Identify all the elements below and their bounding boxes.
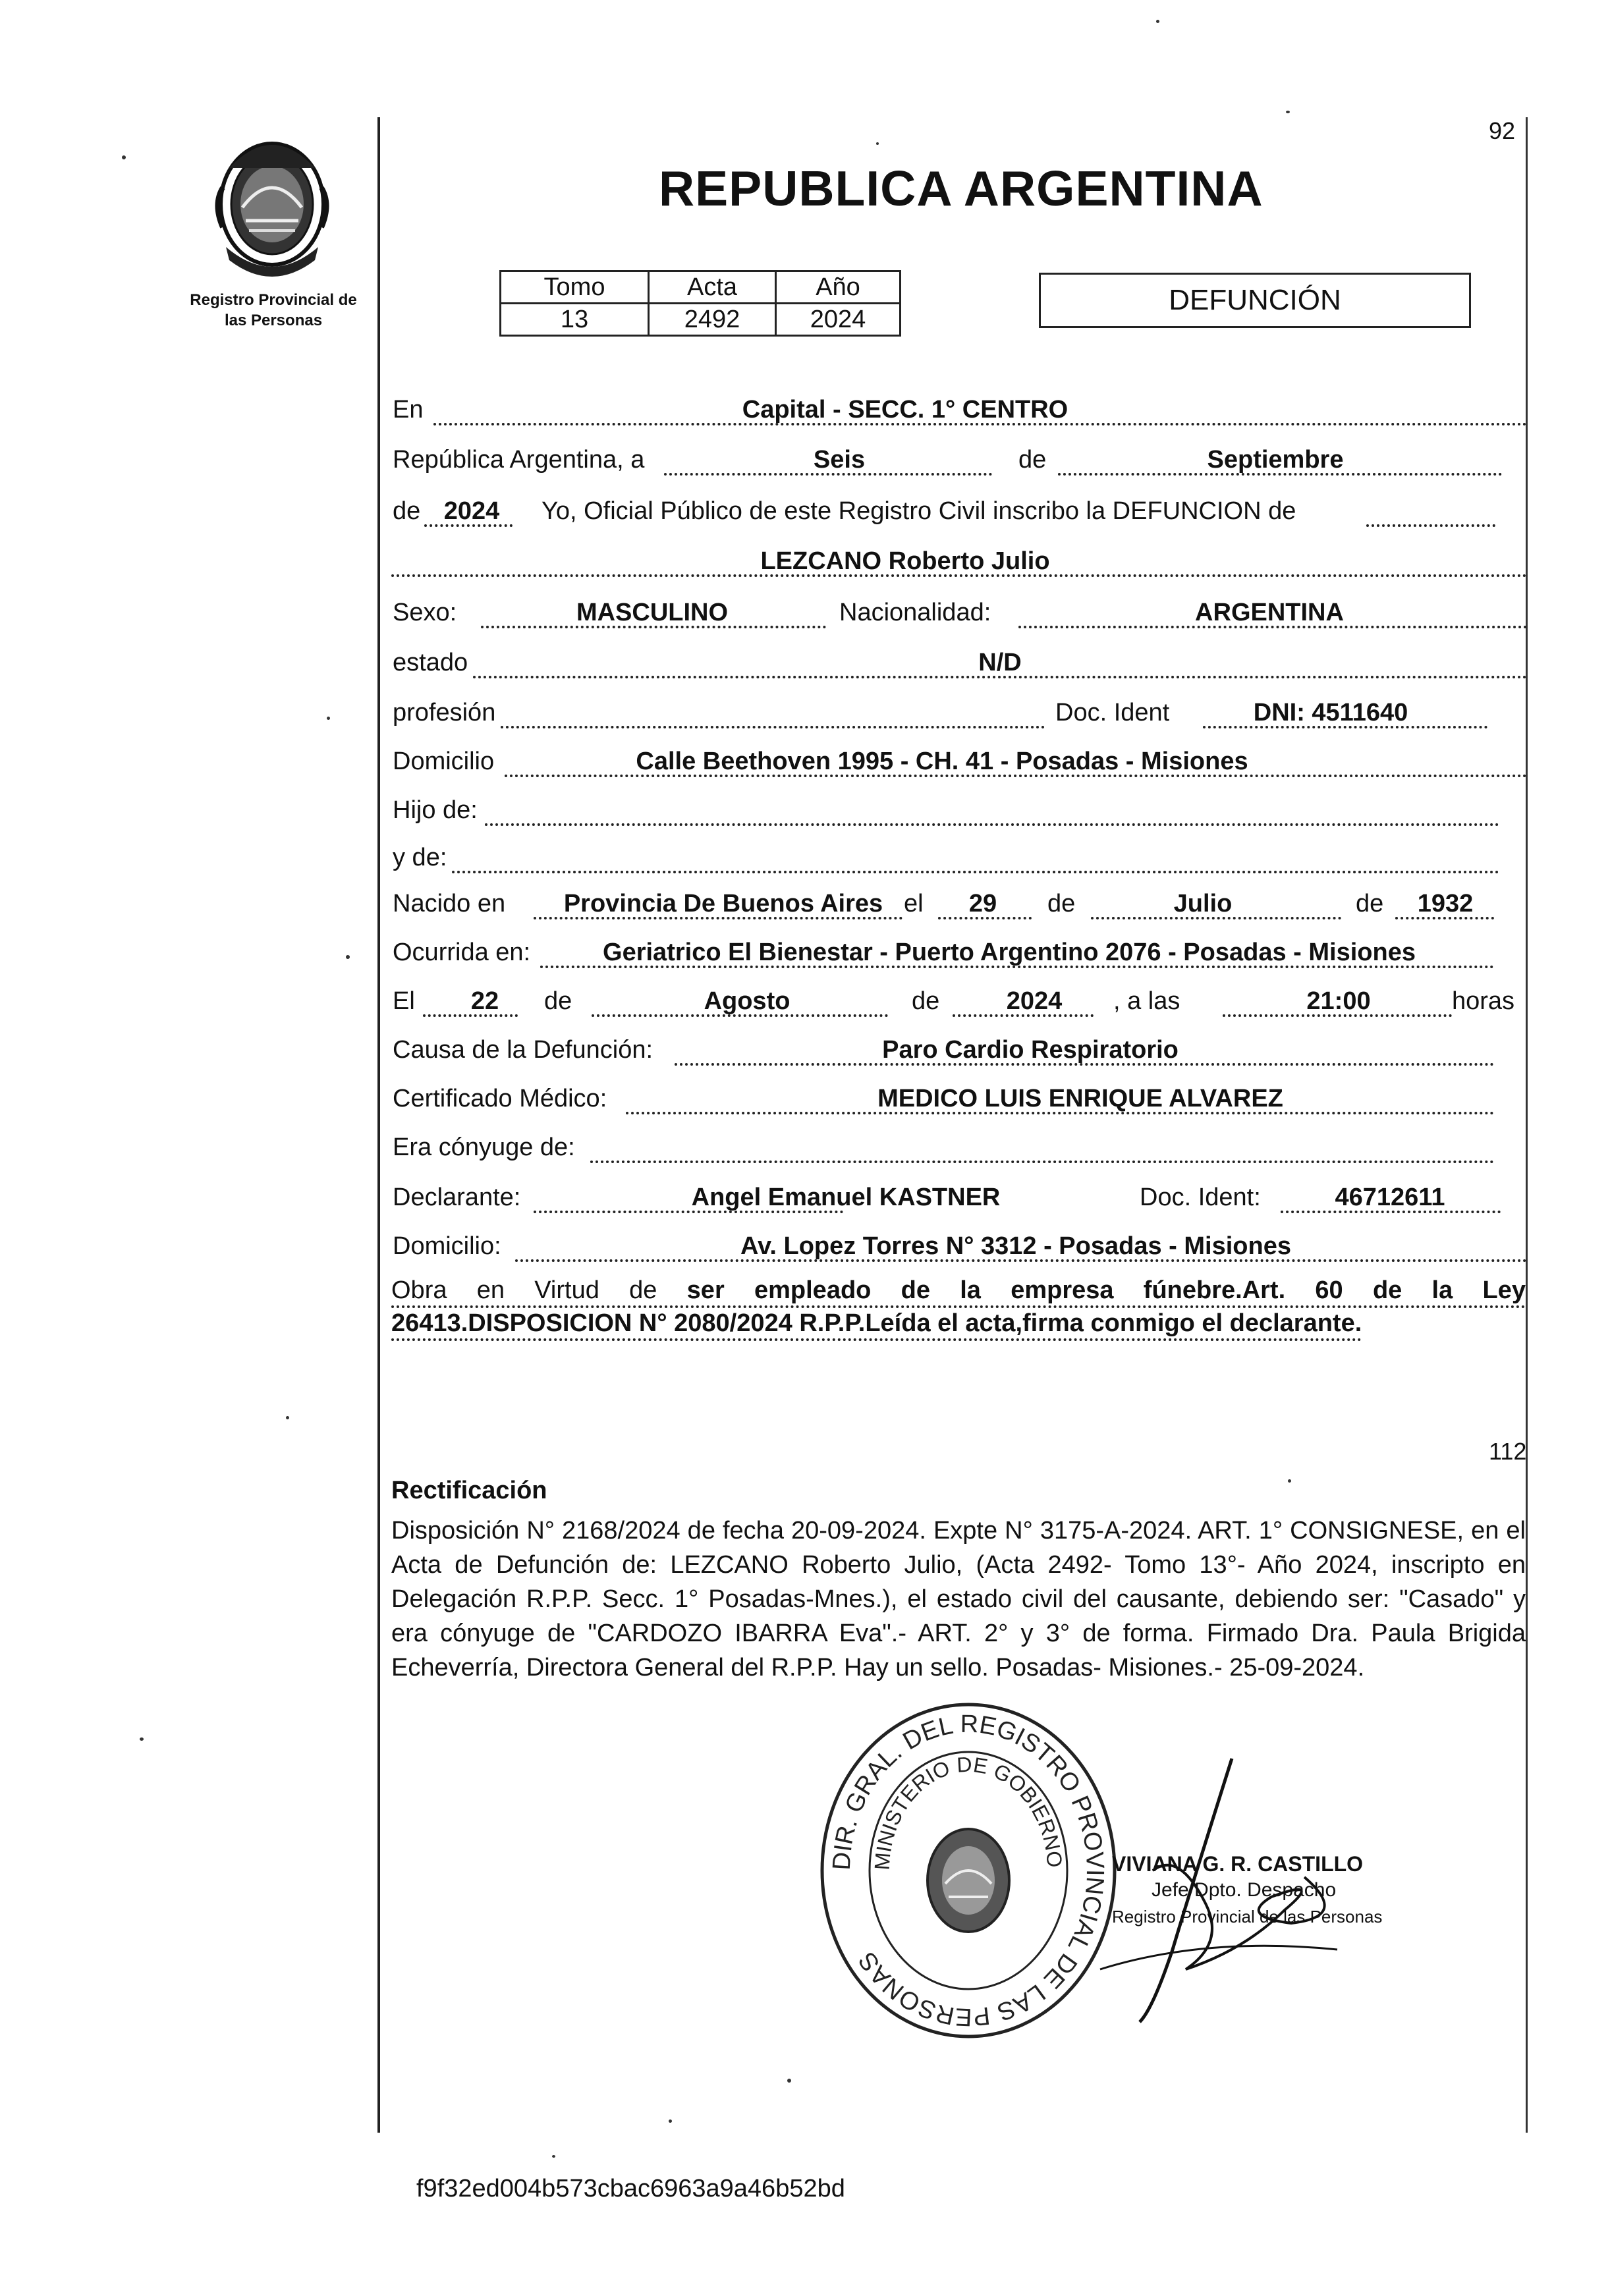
row-ocurrida (391, 931, 1527, 972)
row-hijo (391, 789, 1527, 830)
de-label: de (1018, 446, 1047, 474)
horas-label: horas (1452, 987, 1515, 1015)
el-cap-label: El (393, 987, 415, 1015)
birth-day-value: 29 (968, 890, 997, 917)
scan-speck (140, 1737, 144, 1741)
profesion-field (501, 694, 1045, 728)
domicilio2-value: Av. Lopez Torres N° 3312 - Posadas - Misiones (740, 1232, 1291, 1260)
scan-speck (1156, 20, 1159, 23)
obra-text-2: 26413.DISPOSICION N° 2080/2024 R.P.P.Leída el acta,firma conmigo el declarante. (391, 1308, 1362, 1341)
scan-speck (787, 2079, 791, 2083)
scan-speck (552, 2155, 555, 2158)
scan-speck (346, 955, 350, 959)
birth-de-label: de (1047, 890, 1076, 917)
nacido-value: Provincia De Buenos Aires (563, 890, 883, 917)
row-inscribo (391, 490, 1527, 531)
nacionalidad-label: Nacionalidad: (839, 599, 991, 626)
birth-month-value: Julio (1173, 890, 1233, 917)
row-nacido (391, 883, 1527, 923)
document-hash: f9f32ed004b573cbac6963a9a46b52bd (416, 2175, 845, 2202)
place-value: Capital - SECC. 1° CENTRO (742, 396, 1069, 424)
organization-line-2: las Personas (224, 312, 323, 329)
day-value: Seis (813, 446, 866, 474)
el-label: el (904, 890, 924, 917)
causa-value: Paro Cardio Respiratorio (882, 1036, 1179, 1064)
registry-organization (168, 290, 379, 331)
rectificacion-number: 112 (1489, 1438, 1527, 1465)
death-de2-label: de (912, 987, 940, 1015)
sexo-label: Sexo: (393, 599, 457, 626)
death-de-label: de (544, 987, 572, 1015)
hijo-field (485, 792, 1499, 826)
signer-name: VIVIANA G. R. CASTILLO (1112, 1852, 1364, 1876)
de-year-label: de (393, 497, 421, 525)
row-fecha-defuncion (391, 980, 1527, 1021)
declarante-doc-value: 46712611 (1335, 1184, 1445, 1211)
row-certificado (391, 1078, 1527, 1118)
profesion-label: profesión (393, 699, 496, 726)
row-yde (391, 836, 1527, 877)
acta-header: Acta (649, 271, 776, 304)
estado-label: estado (393, 649, 468, 676)
nacionalidad-value: ARGENTINA (1195, 599, 1344, 626)
conyuge-label: Era cónyuge de: (393, 1134, 575, 1161)
left-margin-line (377, 117, 380, 2133)
dni-value: DNI: 4511640 (1253, 699, 1408, 726)
declarante-label: Declarante: (393, 1184, 521, 1211)
scan-speck (876, 142, 879, 145)
en-label: En (393, 396, 424, 424)
row-profesion (391, 692, 1527, 732)
domicilio2-label: Domicilio: (393, 1232, 501, 1260)
row-causa (391, 1029, 1527, 1070)
obra-prefix: Obra en Virtud de (391, 1276, 657, 1304)
row-declarante (391, 1176, 1527, 1217)
rectificacion-text: Disposición N° 2168/2024 de fecha 20-09-2024. Expte N° 3175-A-2024. ART. 1° CONSIGNESE, en el Acta de Defunción de: LEZCANO Roberto Julio, (Acta 2492- Tomo 13°- Año 2024, inscripto en Delegación R.P.P. Secc. 1° Posadas-Mnes.), el estado civil del causante, debiendo ser: "Casado" y era cónyuge de "CARDOZO IBARRA Eva".- ART. 2° y 3° de forma. Firmado Dra. Paula Brigida Echeverría, Directora General del R.P.P. Hay un sello. Posadas- Misiones.- 25-09-2024. (391, 1517, 1526, 1681)
row-estado (391, 642, 1527, 682)
obra-line-1 (391, 1275, 1526, 1308)
stamp-coat-of-arms-icon (928, 1829, 1009, 1932)
certificado-label: Certificado Médico: (393, 1085, 607, 1112)
birth-de2-label: de (1356, 890, 1384, 917)
provincial-seal-icon (209, 128, 335, 277)
domicilio-label: Domicilio (393, 748, 495, 775)
alas-label: , a las (1113, 987, 1180, 1015)
month-value: Septiembre (1207, 446, 1344, 474)
year-value: 2024 (443, 497, 500, 525)
row-date (391, 439, 1527, 479)
organization-line-1: Registro Provincial de (190, 291, 357, 309)
death-day-value: 22 (470, 987, 499, 1015)
scan-speck (286, 1416, 289, 1419)
hijo-label: Hijo de: (393, 796, 478, 824)
yde-field (452, 839, 1499, 873)
causa-label: Causa de la Defunción: (393, 1036, 653, 1064)
registry-table (499, 270, 901, 337)
scan-speck (327, 717, 330, 720)
obra-paragraph (391, 1275, 1526, 1341)
inscribo-text: Yo, Oficial Público de este Registro Civil inscribo la DEFUNCION de (541, 497, 1296, 525)
deceased-name: LEZCANO Roberto Julio (760, 547, 1050, 575)
row-place (391, 389, 1527, 429)
anio-value: 2024 (776, 304, 901, 336)
row-domicilio-declarante (391, 1225, 1527, 1266)
conyuge-field (590, 1129, 1494, 1163)
inscribo-tail-field (1366, 493, 1495, 527)
row-domicilio (391, 740, 1527, 781)
certificado-value: MEDICO LUIS ENRIQUE ALVAREZ (877, 1085, 1283, 1112)
obra-text-1: ser empleado de la empresa fúnebre.Art. 60 de la Ley (686, 1276, 1526, 1304)
ocurrida-value: Geriatrico El Bienestar - Puerto Argentino 2076 - Posadas - Misiones (603, 939, 1416, 966)
document-title: REPUBLICA ARGENTINA (659, 161, 1263, 216)
doc-ident2-label: Doc. Ident: (1140, 1184, 1261, 1211)
rectificacion-title: Rectificación (391, 1477, 547, 1504)
tomo-value: 13 (501, 304, 649, 336)
scan-speck (669, 2119, 672, 2123)
row-sexo (391, 591, 1527, 632)
domicilio-value: Calle Beethoven 1995 - CH. 41 - Posadas - Misiones (636, 748, 1248, 775)
stamp-outer-text: DIR. GRAL. DEL REGISTRO PROVINCIAL DE LAS PERSONAS (827, 1710, 1109, 2031)
row-conyuge (391, 1126, 1527, 1167)
death-time-value: 21:00 (1306, 987, 1371, 1015)
scan-speck (122, 155, 126, 159)
republica-label: República Argentina, a (393, 446, 645, 474)
anio-header: Año (776, 271, 901, 304)
scan-speck (1288, 1479, 1291, 1483)
signer-block (1112, 1851, 1382, 1930)
signer-org: Registro Provincial de las Personas (1112, 1907, 1383, 1927)
row-deceased (391, 540, 1527, 581)
yde-label: y de: (393, 844, 447, 871)
estado-value: N/D (978, 649, 1022, 676)
document-type-box: DEFUNCIÓN (1039, 273, 1471, 328)
doc-ident-label: Doc. Ident (1055, 699, 1170, 726)
signer-role: Jefe Dpto. Despacho (1152, 1879, 1337, 1901)
death-month-value: Agosto (704, 987, 791, 1015)
declarante-value: Angel Emanuel KASTNER (691, 1184, 1001, 1211)
ocurrida-label: Ocurrida en: (393, 939, 531, 966)
scan-speck (1286, 111, 1290, 113)
sexo-value: MASCULINO (576, 599, 729, 626)
nacido-label: Nacido en (393, 890, 506, 917)
birth-year-value: 1932 (1417, 890, 1474, 917)
death-year-value: 2024 (1006, 987, 1063, 1015)
page-number: 92 (1489, 117, 1516, 144)
tomo-header: Tomo (501, 271, 649, 304)
stamp-inner-text: MINISTERIO DE GOBIERNO (870, 1752, 1067, 1871)
acta-value: 2492 (649, 304, 776, 336)
